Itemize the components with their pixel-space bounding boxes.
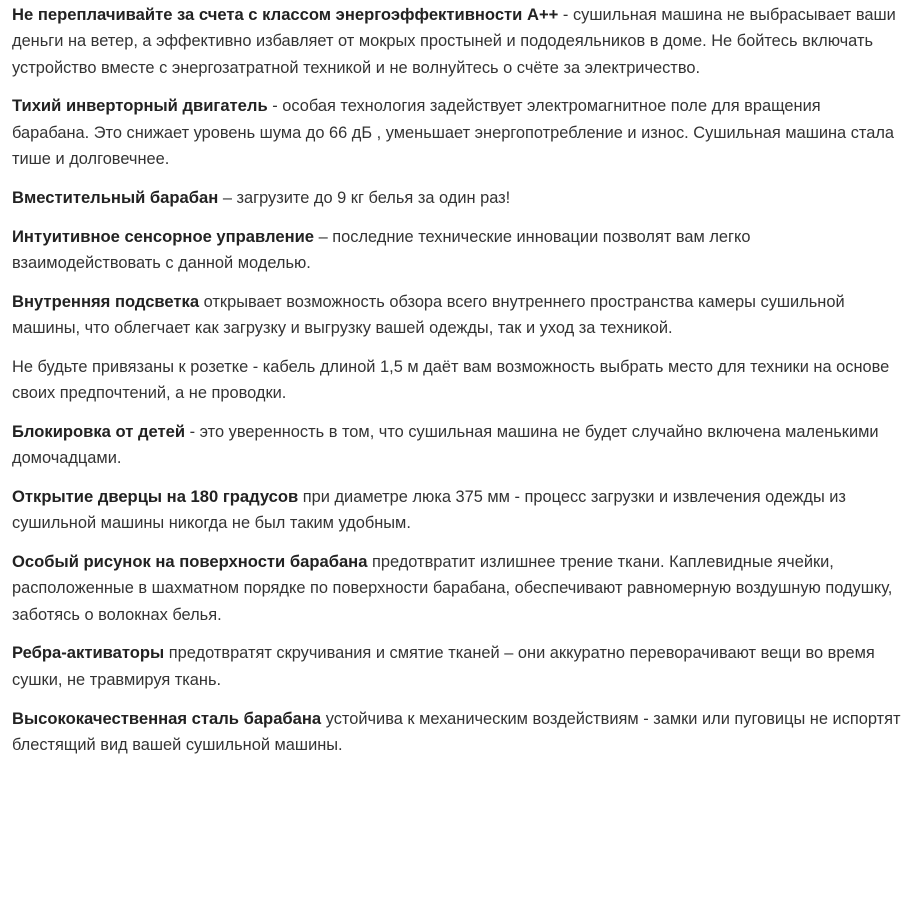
feature-title: Особый рисунок на поверхности барабана xyxy=(12,552,368,572)
feature-title: Не переплачивайте за счета с классом энергоэффективности А++ xyxy=(12,5,559,24)
feature-title: Блокировка от детей xyxy=(12,421,186,441)
feature-title: Открытие дверцы на 180 градусов xyxy=(12,486,299,506)
feature-text: предотвратит излишнее трение ткани. Каплевидные ячейки, расположенные в шахматном порядке по поверхности барабана, обеспечивают равномерную воздушную подушку, заботясь о волокнах белья. xyxy=(12,553,893,624)
feature-paragraph-cable-length xyxy=(12,354,901,407)
feature-paragraph-drum-capacity xyxy=(12,185,901,211)
feature-title: Высококачественная сталь барабана xyxy=(12,708,322,728)
feature-text: Не будьте привязаны к розетке - кабель длиной 1,5 м даёт вам возможность выбрать место для техники на основе своих предпочтений, а не проводки. xyxy=(12,357,890,403)
feature-text: - это уверенность в том, что сушильная машина не будет случайно включена маленькими домочадцами. xyxy=(12,422,879,468)
feature-text: – загрузите до 9 кг белья за один раз! xyxy=(218,188,511,207)
feature-paragraph-touch-control xyxy=(12,224,901,277)
feature-text: – последние технические инновации позволят вам легко взаимодействовать с данной моделью. xyxy=(12,227,751,272)
feature-paragraph-drum-steel xyxy=(12,706,901,759)
feature-text: - особая технология задействует электромагнитное поле для вращения барабана. Это снижает уровень шума до 66 дБ , уменьшает энергопотребление и износ. Сушильная машина стала тише и долговечнее. xyxy=(12,97,895,168)
feature-paragraph-inverter-motor xyxy=(12,93,901,172)
feature-text: устойчива к механическим воздействиям - замки или пуговицы не испортят блестящий вид вашей сушильной машины. xyxy=(12,709,901,754)
feature-paragraph-child-lock xyxy=(12,419,901,472)
feature-text: предотвратят скручивания и смятие тканей – они аккуратно переворачивают вещи во время сушки, не травмируя ткань. xyxy=(12,644,875,689)
feature-text: при диаметре люка 375 мм - процесс загрузки и извлечения одежды из сушильной машины никогда не был таким удобным. xyxy=(12,487,846,533)
feature-paragraph-door-opening xyxy=(12,484,901,537)
feature-paragraph-energy-class xyxy=(12,2,901,81)
feature-title: Интуитивное сенсорное управление xyxy=(12,226,315,246)
feature-title: Тихий инверторный двигатель xyxy=(12,96,268,116)
feature-paragraph-interior-light xyxy=(12,289,901,342)
feature-text: открывает возможность обзора всего внутреннего пространства камеры сушильной машины, что облегчает как загрузку и выгрузку вашей одежды, так и уход за техникой. xyxy=(12,292,845,337)
feature-text: - сушильная машина не выбрасывает ваши деньги на ветер, а эффективно избавляет от мокрых простыней и пододеяльников в доме. Не бойтесь включать устройство вместе с энергозатратной техникой и не волнуйтесь о счёте за электричество. xyxy=(12,6,896,77)
feature-paragraph-activator-ribs xyxy=(12,640,901,693)
feature-title: Внутренняя подсветка xyxy=(12,291,200,311)
feature-paragraph-drum-pattern xyxy=(12,549,901,628)
feature-title: Ребра-активаторы xyxy=(12,643,165,663)
feature-title: Вместительный барабан xyxy=(12,187,219,207)
